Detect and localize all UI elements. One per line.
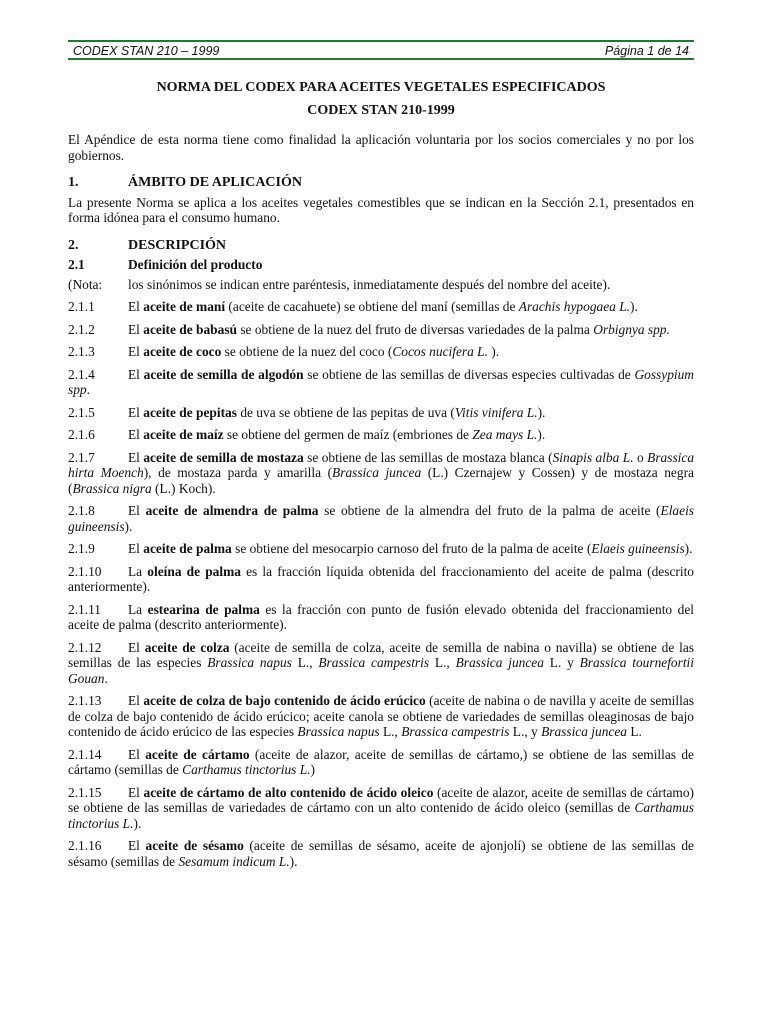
item-text: se obtiene de la nuez del coco ( [221,344,393,359]
species-name: Arachis hypogaea L. [518,299,630,314]
subsection-number: 2.1 [68,257,85,272]
species-name: Sinapis alba L. [552,449,634,465]
subsection-heading [68,257,694,273]
species-name: Carthamus tinctorius L. [68,800,694,831]
item-text: . [104,670,108,686]
item-text: El [128,449,144,465]
intro-paragraph: El Apéndice de esta norma tiene como finalidad la aplicación voluntaria por los socios comerciales y no por los gobiernos. [68,132,694,163]
item-text: ). [537,427,546,442]
item-text: El [128,427,144,442]
section-title: ÁMBITO DE APLICACIÓN [128,175,302,190]
species-name: Gossypium spp [68,366,694,397]
item-text: se obtiene del germen de maíz (embriones de [223,427,473,442]
item-text: o [633,449,648,465]
item-text: es la fracción líquida obtenida del fraccionamiento del aceite de palma (descrito anteriormente). [68,563,694,594]
item-text: se obtiene de la nuez del fruto de diversas variedades de la palma [237,321,594,337]
species-name: Zea mays L. [472,427,538,442]
item-text: (aceite de alazor, aceite de semillas de cártamo,) se obtiene de las semillas de cártamo (semillas de [68,746,694,777]
species-name: Orbignya spp. [593,321,670,337]
item-text: (aceite de cacahuete) se obtiene del maní (semillas de [225,299,519,314]
definition-item [68,602,694,633]
species-name: Sesamum indicum L. [178,853,290,869]
definition-item [68,838,694,869]
oil-name: oleína de palma [147,563,241,579]
item-text: El [128,321,144,337]
species-name: Brassica nigra [72,480,152,496]
oil-name: aceite de colza [144,639,230,655]
item-text: L. y [543,655,580,670]
species-name: Brassica campestris [318,655,430,670]
item-text: El [128,784,144,800]
oil-name: aceite de sésamo [145,838,244,853]
note-label: (Nota: [68,276,103,292]
oil-name: aceite de colza de bajo contenido de ácido erúcico [143,693,426,708]
item-text: L., [379,724,402,739]
item-text: L., [429,655,456,670]
oil-name: aceite de pepitas [143,404,237,420]
item-text: L., y [509,724,542,739]
item-number: 2.1.6 [68,427,95,442]
section-number: 1. [68,175,79,190]
item-text: ). [630,299,638,314]
section-title: DESCRIPCIÓN [128,237,227,253]
document-subtitle: CODEX STAN 210-1999 [307,103,455,118]
document-code: CODEX STAN 210 – 1999 [73,44,220,58]
item-text: L. [627,724,642,739]
item-text: ). [537,404,546,420]
definition-item [68,785,694,832]
species-name: Brassica juncea [332,465,422,480]
species-name: Brassica napus [297,724,380,739]
item-number: 2.1.5 [68,404,95,420]
page-header [68,40,694,60]
item-number: 2.1.16 [68,838,102,853]
item-text: El [128,503,146,518]
item-text: se obtiene de las semillas de diversas especies cultivadas de [303,366,635,382]
item-text: es la fracción con punto de fusión elevado obtenida del fraccionamiento del aceite de palma (descrito anteriormente). [68,601,694,632]
item-number: 2.1.13 [68,693,102,708]
item-number: 2.1.12 [68,639,102,655]
item-text: ). [133,815,142,831]
item-text: . [86,382,90,397]
definition-item [68,640,694,687]
definition-item [68,541,694,557]
oil-name: aceite de almendra de palma [145,503,319,518]
item-text: L., [291,655,319,670]
item-text: El [128,344,144,359]
item-number: 2.1.15 [68,784,102,800]
species-name: Vitis vinifera L. [454,404,538,420]
species-name: Brassica tournefortii Gouan [68,655,694,686]
definition-item [68,322,694,338]
definition-item [68,564,694,595]
species-name: Brassica napus [207,655,292,670]
definition-item [68,299,694,315]
species-name: Elaeis guineensis [68,503,695,534]
item-text: El [128,746,146,762]
item-number: 2.1.1 [68,299,95,314]
oil-name: estearina de palma [147,601,260,617]
oil-name: aceite de maní [143,299,226,314]
note [68,277,694,293]
document-title: NORMA DEL CODEX PARA ACEITES VEGETALES ESPECIFICADOS [156,80,606,95]
subsection-title: Definición del producto [128,257,263,272]
species-name: Elaeis guineensis [591,541,685,556]
item-text: ) [310,762,315,777]
oil-name: aceite de palma [143,541,232,556]
item-text: ), de mostaza parda y amarilla ( [143,465,333,480]
item-text: (aceite de semillas de sésamo, aceite de ajonjolí) se obtiene de las semillas de sésamo (semillas de [68,838,694,869]
item-text: (aceite de alazor, aceite de semillas de cártamo) se obtiene de las semillas de variedades de cártamo con un alto contenido de ácido oleico (semillas de [68,784,694,815]
item-text: El [128,541,144,556]
species-name: Brassica hirta Moench [68,449,695,480]
item-number: 2.1.8 [68,503,95,518]
section-1-text: La presente Norma se aplica a los aceites vegetales comestibles que se indican en la Sección 2.1, presentados en forma idónea para el consumo humano. [68,194,694,225]
species-name: Brassica campestris [401,724,510,739]
item-text: (aceite de semilla de colza, aceite de semilla de nabina o navilla) se obtiene de las semillas de las especies [68,639,694,670]
oil-name: aceite de maíz [143,427,224,442]
item-number: 2.1.14 [68,746,102,762]
note-text: los sinónimos se indican entre paréntesis, inmediatamente después del nombre del aceite). [128,276,611,292]
definition-item [68,450,694,497]
document-body [68,132,694,876]
species-name: Brassica juncea [455,655,544,670]
item-text: (L.) Czernajew y Cossen) y de mostaza negra ( [68,465,694,496]
oil-name: aceite de cártamo de alto contenido de ácido oleico [143,784,434,800]
definition-item [68,747,694,778]
species-name: Carthamus tinctorius L. [182,762,311,777]
page-number: Página 1 de 14 [604,44,689,58]
species-name: Brassica juncea [541,724,627,739]
item-number: 2.1.2 [68,321,95,337]
item-text: El [128,404,144,420]
definition-item [68,405,694,421]
item-number: 2.1.7 [68,449,95,465]
item-number: 2.1.4 [68,366,95,382]
item-text: ). [289,853,298,869]
oil-name: aceite de semilla de mostaza [143,449,304,465]
species-name: Cocos nucifera L. [392,344,488,359]
section-1-heading [68,175,694,191]
item-text: se obtiene de la almendra del fruto de la palma de aceite ( [318,503,661,518]
item-text: El [128,639,145,655]
definition-list [68,299,694,869]
item-number: 2.1.10 [68,563,102,579]
definition-item [68,367,694,398]
section-number: 2. [68,237,79,253]
item-text: ). [684,541,693,556]
section-2-heading [68,238,694,254]
item-text: El [128,838,146,853]
definition-item [68,427,694,443]
item-text: El [128,366,144,382]
definition-item [68,344,694,360]
item-number: 2.1.11 [68,601,101,617]
oil-name: aceite de cártamo [145,746,250,762]
item-text: se obtiene de las semillas de mostaza blanca ( [303,449,553,465]
item-text: de uva se obtiene de las pepitas de uva ( [236,404,455,420]
oil-name: aceite de semilla de algodón [143,366,304,382]
item-text: La [128,601,148,617]
item-text: se obtiene del mesocarpio carnoso del fruto de la palma de aceite ( [231,541,592,556]
item-number: 2.1.3 [68,344,95,359]
oil-name: aceite de coco [143,344,222,359]
oil-name: aceite de babasú [143,321,237,337]
item-text: (L.) Koch). [151,480,216,496]
definition-item [68,693,694,740]
definition-item [68,503,694,534]
item-text: El [128,693,144,708]
item-text: (aceite de nabina o de navilla y aceite de semillas de colza de bajo contenido de ácido erúcico; aceite canola se obtiene de variedades de semillas oleaginosas de bajo contenido de ácido erúcico de las especies [68,693,695,739]
item-text: ). [124,518,133,534]
item-text: El [128,299,144,314]
item-text: La [128,563,148,579]
item-number: 2.1.9 [68,541,95,556]
item-text: ). [487,344,500,359]
